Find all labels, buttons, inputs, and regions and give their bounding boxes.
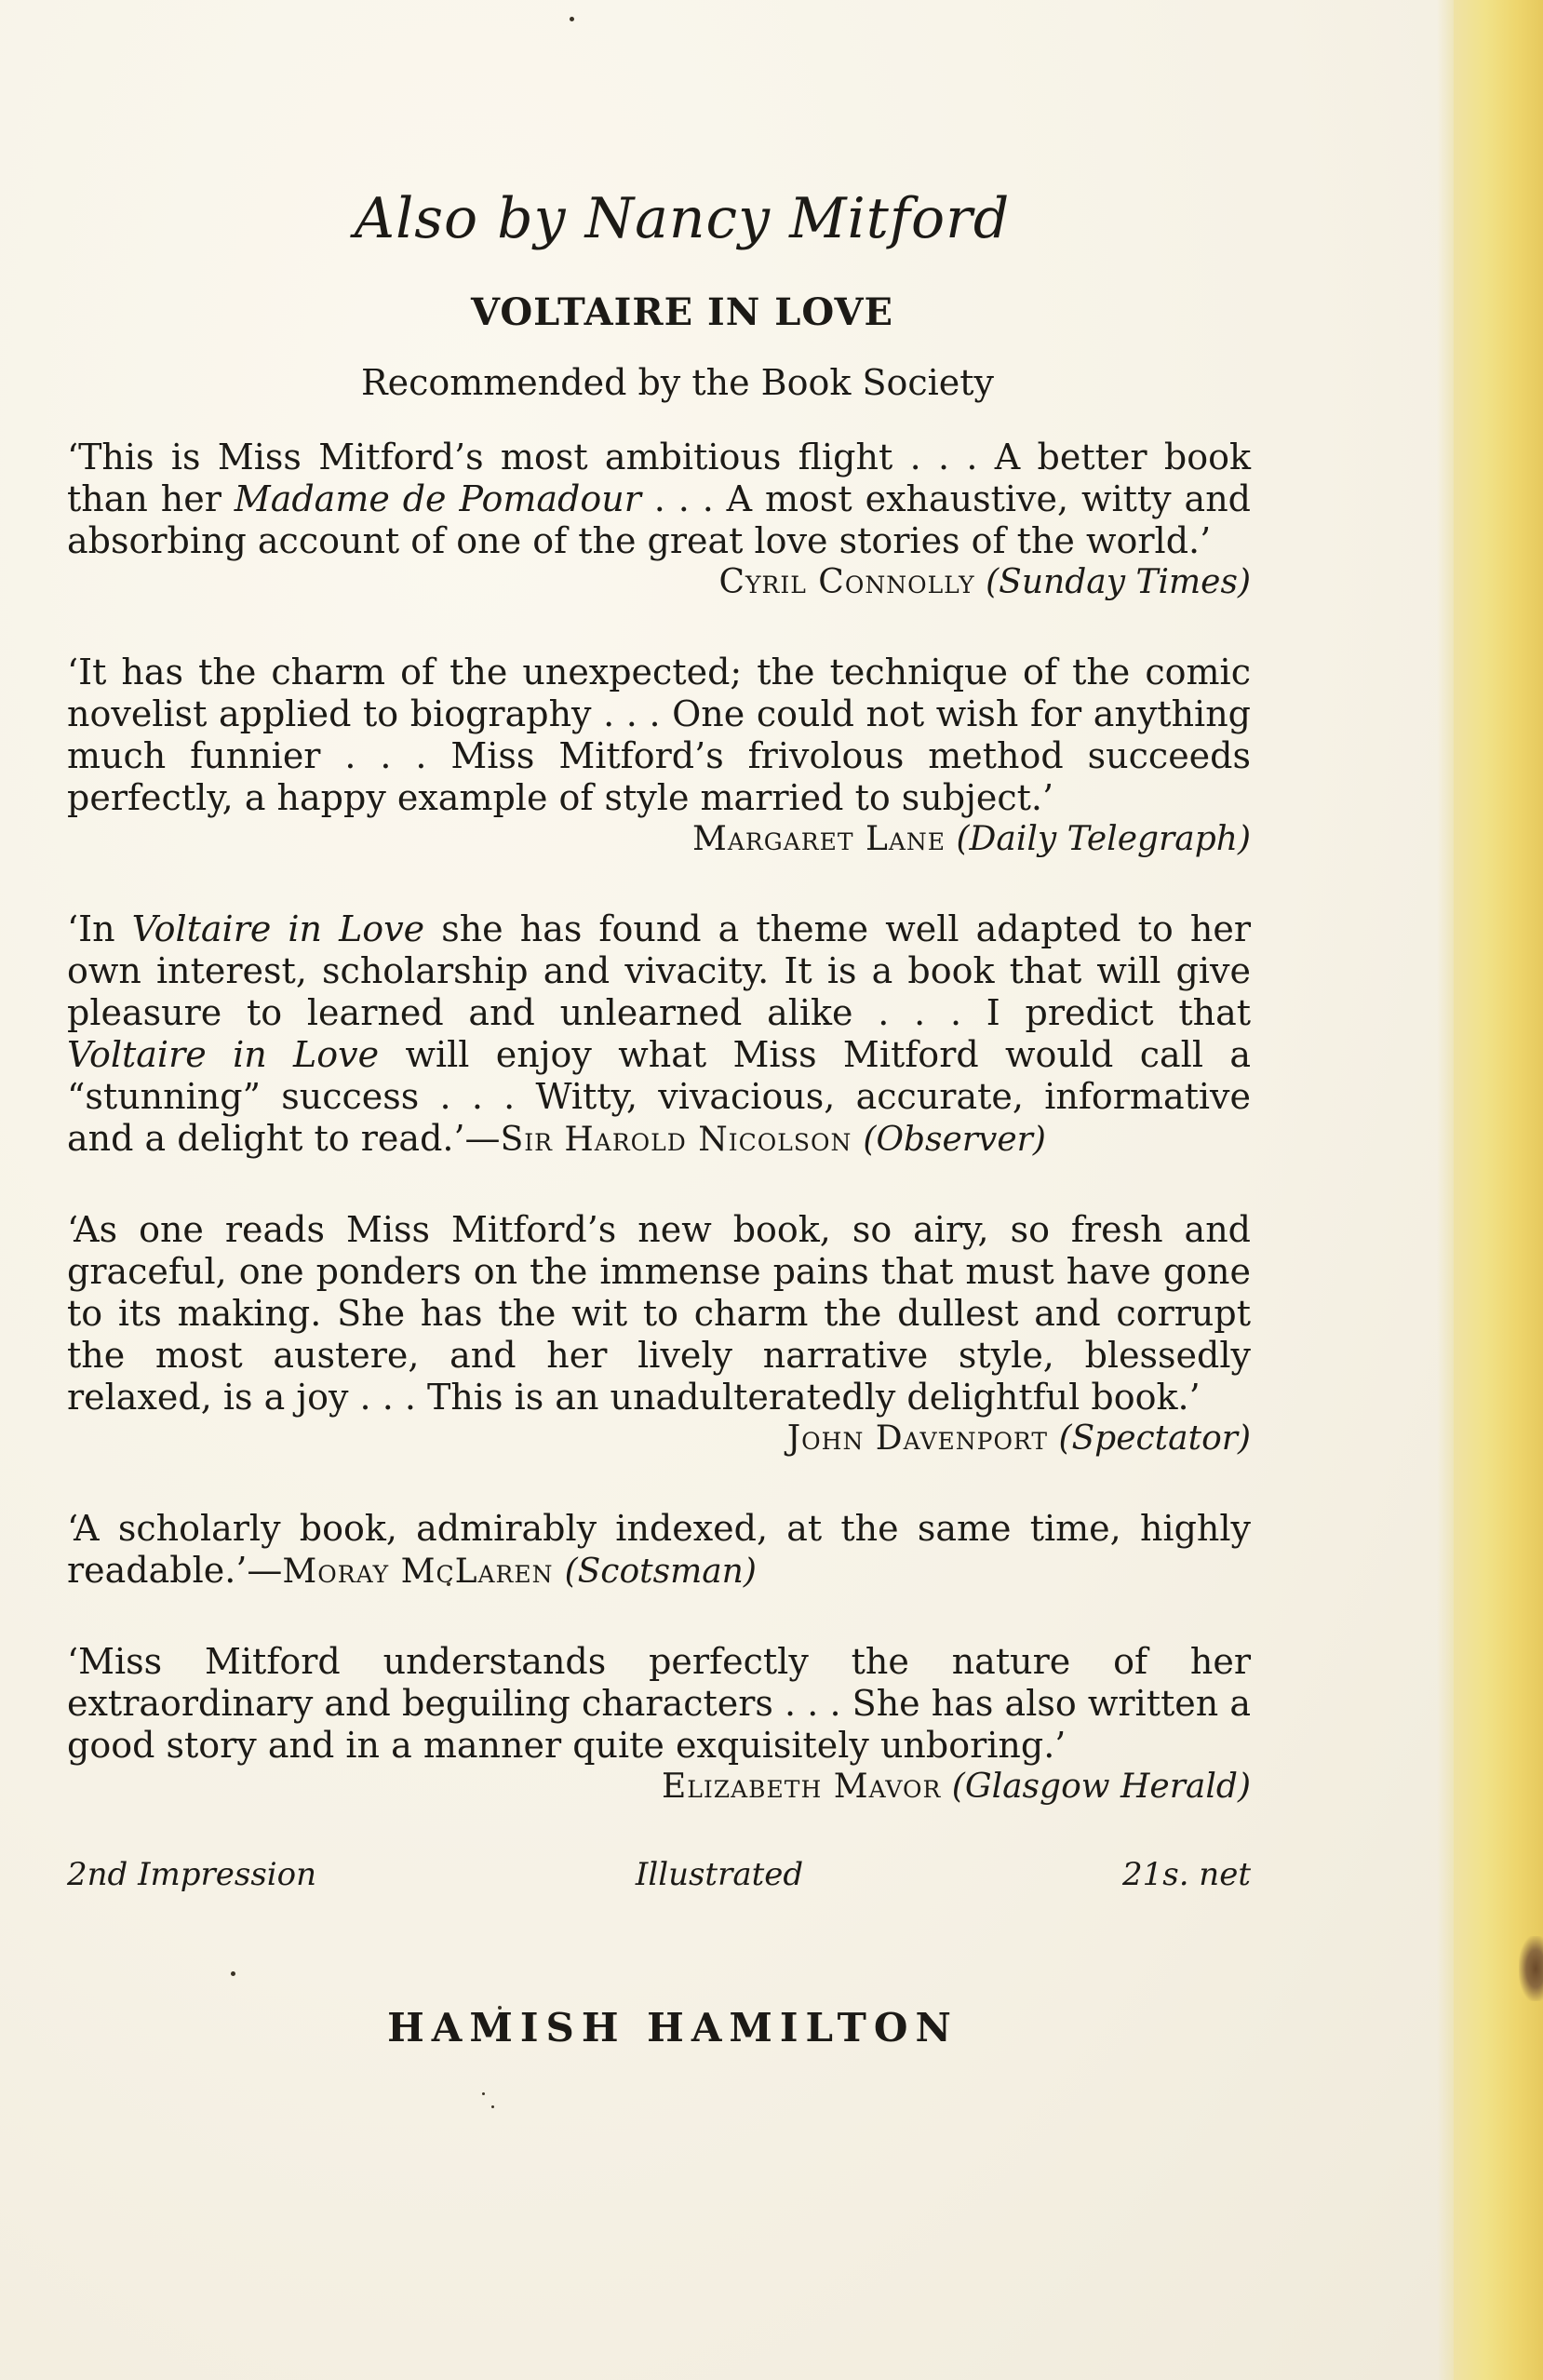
review-author: Elizabeth Mavor	[662, 1768, 942, 1806]
review-quote: ‘Miss Mitford understands perfectly the nature of her extraordinary and beguiling characters . . . She has also written a good story and in a manner quite exquisitely unboring.’	[67, 1641, 1251, 1766]
review-source: (Daily Telegraph)	[956, 820, 1251, 858]
page-heading: Also by Nancy Mitford	[354, 186, 1011, 251]
review-6	[67, 1641, 1251, 1808]
review-1	[67, 437, 1251, 603]
review-author: Sir Harold Nicolson	[500, 1121, 852, 1159]
review-author: Moray McLaren	[282, 1553, 554, 1591]
review-author: John Davenport	[786, 1419, 1048, 1458]
review-2	[67, 652, 1251, 860]
review-attribution	[67, 562, 1251, 603]
cover-content	[67, 186, 1251, 2051]
review-source: (Sunday Times)	[986, 563, 1251, 601]
paper-speck	[570, 17, 574, 21]
book-title: VOLTAIRE IN LOVE	[470, 290, 893, 334]
review-attribution	[67, 819, 1251, 860]
price-label: 21s. net	[1121, 1856, 1251, 1893]
review-quote: ‘In Voltaire in Love she has found a theme well adapted to her own interest, scholarship and vivacity. It is a book that will give pleasure to learned and unlearned alike . . . I predict that Voltaire in Love will enjoy what Miss Mitford would call a “stunning” success . . . Witty, vivacious, accurate, informative and a delight to read.’—Sir Harold Nicolson (Observer)	[67, 908, 1251, 1159]
review-source: (Scotsman)	[564, 1553, 757, 1591]
yellow-page-edge	[1454, 0, 1543, 2380]
paper-speck	[482, 2092, 485, 2095]
review-quote: ‘It has the charm of the unexpected; the technique of the comic novelist applied to biography . . . One could not wish for anything much funnier . . . Miss Mitford’s frivolous method succeeds perfectly, a happy example of style married to subject.’	[67, 652, 1251, 818]
review-source: (Glasgow Herald)	[951, 1768, 1251, 1806]
page-stain	[1519, 1936, 1543, 2001]
edition-info-row	[67, 1856, 1251, 1893]
recommendation-line: Recommended by the Book Society	[360, 362, 995, 403]
review-attribution	[67, 1419, 1251, 1459]
review-source: (Observer)	[863, 1121, 1046, 1159]
review-5	[67, 1508, 1251, 1593]
review-source: (Spectator)	[1058, 1419, 1251, 1458]
review-author: Margaret Lane	[691, 820, 946, 858]
review-attribution	[67, 1767, 1251, 1808]
review-quote: ‘As one reads Miss Mitford’s new book, so airy, so fresh and graceful, one ponders on the immense pains that must have gone to its making. She has the wit to charm the dullest and corrupt the most austere, and her lively narrative style, blessedly relaxed, is a joy . . . This is an unadulteratedly delightful book.’	[67, 1209, 1251, 1418]
publisher-name: HAMISH HAMILTON	[387, 2005, 959, 2051]
review-4	[67, 1209, 1251, 1459]
paper-speck	[491, 2105, 494, 2108]
review-author: Cyril Connolly	[718, 563, 975, 601]
illustrated-label: Illustrated	[635, 1856, 804, 1893]
review-quote: ‘This is Miss Mitford’s most ambitious flight . . . A better book than her Madame de Pomadour . . . A most exhaustive, witty and absorbing account of one of the great love stories of the world.’	[67, 437, 1251, 561]
review-3	[67, 908, 1251, 1161]
impression-label: 2nd Impression	[67, 1856, 317, 1893]
review-quote: ‘A scholarly book, admirably indexed, at the same time, highly readable.’—Moray McLaren (Scotsman)	[67, 1508, 1251, 1591]
